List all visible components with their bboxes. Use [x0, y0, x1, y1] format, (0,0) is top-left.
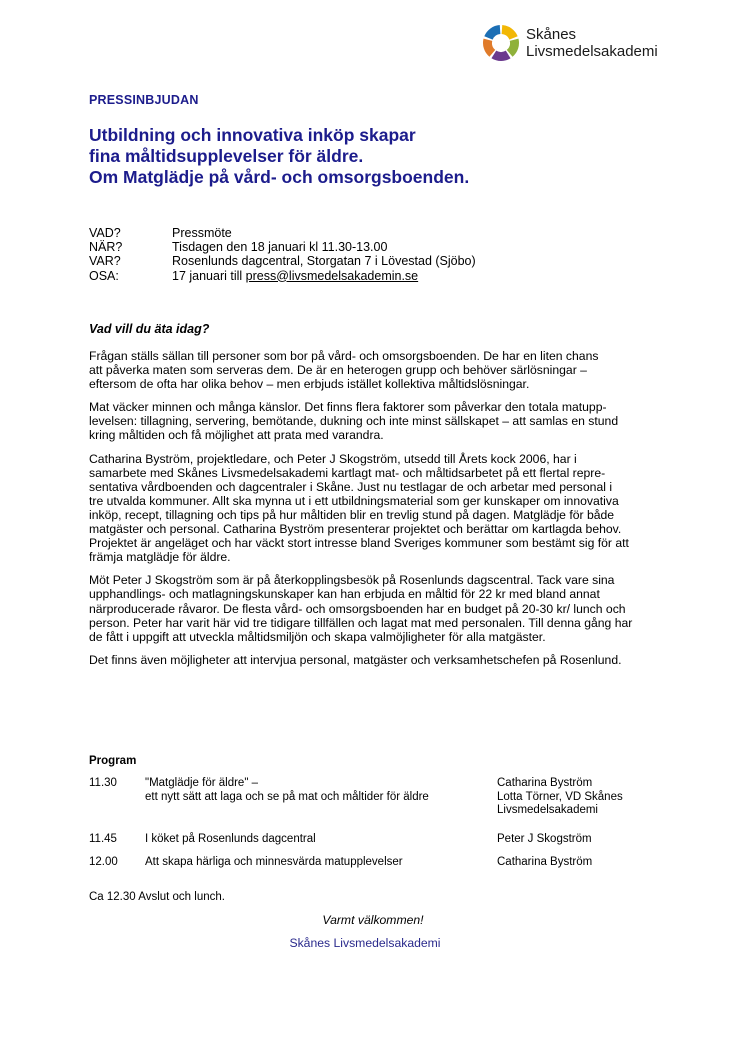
- logo: [482, 24, 658, 62]
- logo-line2: Livsmedelsakademi: [526, 43, 658, 60]
- paragraph-line: Projektet är angeläget och har väckt stort intresse bland Sveriges kommuner som bestämt sig för att: [89, 536, 629, 551]
- program-speaker: [497, 856, 592, 870]
- paragraph-line: att påverka maten som serveras dem. De är en heterogen grupp och behöver särlösningar –: [89, 363, 587, 378]
- paragraph-line: Det finns även möjligheter att intervjua personal, matgäster och verksamhetschefen på Rosenlund.: [89, 652, 622, 667]
- signature-label: Skånes Livsmedelsakademi: [289, 936, 441, 950]
- paragraph-line: inköp, recept, tillagning och tips på hur måltiden blir en trevlig stund på dagen. Matglädje för både: [89, 507, 615, 522]
- program-speaker: [497, 833, 592, 847]
- program-closing: Ca 12.30 Avslut och lunch.: [89, 891, 225, 903]
- program-heading: Program: [89, 755, 137, 767]
- program-time: 11.30: [89, 777, 117, 789]
- program-time: 11.45: [89, 833, 117, 845]
- paragraph: [89, 653, 649, 667]
- program-speaker: [497, 777, 623, 818]
- paragraph: [89, 400, 649, 442]
- headline-line: Om Matglädje på vård- och omsorgsboenden.: [89, 167, 470, 187]
- detail-label: NÄR?: [89, 240, 123, 255]
- program-description: [145, 833, 316, 847]
- detail-label: VAR?: [89, 254, 121, 269]
- paragraph-line: Mat väcker minnen och många känslor. Det finns flera faktorer som påverkar den totala matupp-: [89, 400, 607, 415]
- paragraph-line: upphandlings- och matlagningskunskaper kan han erbjuda en måltid för 22 kr med bland annat: [89, 587, 600, 602]
- logo-segment: [484, 25, 500, 40]
- logo-ring-icon: [482, 24, 520, 62]
- press-label: PRESSINBJUDAN: [89, 93, 199, 107]
- osa-text: 17 januari till: [172, 268, 246, 283]
- welcome-text: [0, 913, 746, 927]
- detail-row-osa: [89, 269, 476, 283]
- section-title: Vad vill du äta idag?: [89, 322, 210, 336]
- program-description: [145, 777, 429, 804]
- detail-value: [172, 269, 418, 283]
- paragraph-line: Catharina Byström, projektledare, och Peter J Skogström, utsedd till Årets kock 2006, har i: [89, 451, 577, 466]
- program-description-line: I köket på Rosenlunds dagcentral: [145, 833, 316, 845]
- detail-row-where: [89, 254, 476, 268]
- detail-row-when: [89, 240, 476, 254]
- paragraph-line: Möt Peter J Skogström som är på återkopplingsbesök på Rosenlunds dagscentral. Tack vare sina: [89, 573, 615, 588]
- logo-segment: [483, 39, 495, 57]
- program-speaker-line: Catharina Byström: [497, 777, 593, 789]
- detail-value: Pressmöte: [172, 226, 232, 240]
- detail-label: OSA:: [89, 268, 119, 283]
- detail-value: Rosenlunds dagcentral, Storgatan 7 i Lövestad (Sjöbo): [172, 254, 476, 269]
- program-description: [145, 856, 403, 870]
- detail-row-what: [89, 226, 476, 240]
- program-speaker-line: Peter J Skogström: [497, 833, 592, 845]
- logo-text: [526, 26, 658, 60]
- paragraph-line: de fått i uppgift att utveckla måltidsmiljön och skapa valmöjligheter för alla matgäster.: [89, 629, 546, 644]
- paragraph-line: levelsen: tillagning, servering, bemötande, dukning och inte minst sällskapet – att samlas en stund: [89, 414, 619, 429]
- paragraph-line: sentativa vårdboenden och dagcentraler i Skåne. Just nu testlagar de och arbetar med personal i: [89, 479, 613, 494]
- headline-line: fina måltidsupplevelser för äldre.: [89, 146, 364, 166]
- paragraph-line: Frågan ställs sällan till personer som bor på vård- och omsorgsboenden. De har en liten chans: [89, 349, 599, 363]
- detail-label: VAD?: [89, 226, 121, 240]
- logo-line1: Skånes: [526, 26, 577, 43]
- headline: [89, 125, 469, 188]
- paragraph-line: eftersom de ofta har olika behov – men erbjuds istället kollektiva måltidslösningar.: [89, 377, 530, 392]
- email-link[interactable]: press@livsmedelsakademin.se: [245, 268, 419, 283]
- paragraph: [89, 349, 649, 391]
- paragraph-line: matgäster och personal. Catharina Byström presenterar projektet och berättar om kartlagda behov.: [89, 522, 622, 537]
- detail-value: Tisdagen den 18 januari kl 11.30-13.00: [172, 240, 388, 255]
- signature: [0, 936, 746, 950]
- paragraph-line: person. Peter har varit här vid tre tidigare tillfällen och lagat mat med personalen. Till denna gång har: [89, 615, 633, 630]
- logo-segment: [502, 25, 518, 40]
- program-description-line: ett nytt sätt att laga och se på mat och måltider för äldre: [145, 790, 429, 803]
- event-details: [89, 226, 476, 283]
- logo-segment: [491, 51, 510, 61]
- paragraph: [89, 573, 649, 643]
- program-description-line: "Matglädje för äldre" –: [145, 777, 259, 789]
- paragraph-line: närproducerade råvaror. De flesta vård- och omsorgsboenden har en budget på 20-30 kr/ lunch och: [89, 601, 626, 616]
- welcome-label: Varmt välkommen!: [322, 913, 424, 927]
- body-text: [89, 349, 649, 676]
- program-speaker-line: Catharina Byström: [497, 856, 593, 868]
- paragraph-line: tre utvalda kommuner. Allt ska mynna ut i ett utbildningsmaterial som ger kunskaper om innovativa: [89, 493, 619, 508]
- program-description-line: Att skapa härliga och minnesvärda matupplevelser: [145, 856, 403, 868]
- program-time: 12.00: [89, 856, 118, 868]
- logo-segment: [507, 39, 519, 57]
- program-speaker-line: Livsmedelsakademi: [497, 804, 598, 816]
- program-speaker-line: Lotta Törner, VD Skånes: [497, 790, 623, 803]
- paragraph-line: kring måltiden och få möjlighet att prata med varandra.: [89, 428, 384, 443]
- paragraph-line: samarbete med Skånes Livsmedelsakademi kartlagt mat- och måltidsarbetet på ett flertal repre-: [89, 465, 606, 480]
- paragraph: [89, 452, 649, 565]
- headline-line: Utbildning och innovativa inköp skapar: [89, 125, 416, 145]
- paragraph-line: främja matglädje för äldre.: [89, 550, 231, 565]
